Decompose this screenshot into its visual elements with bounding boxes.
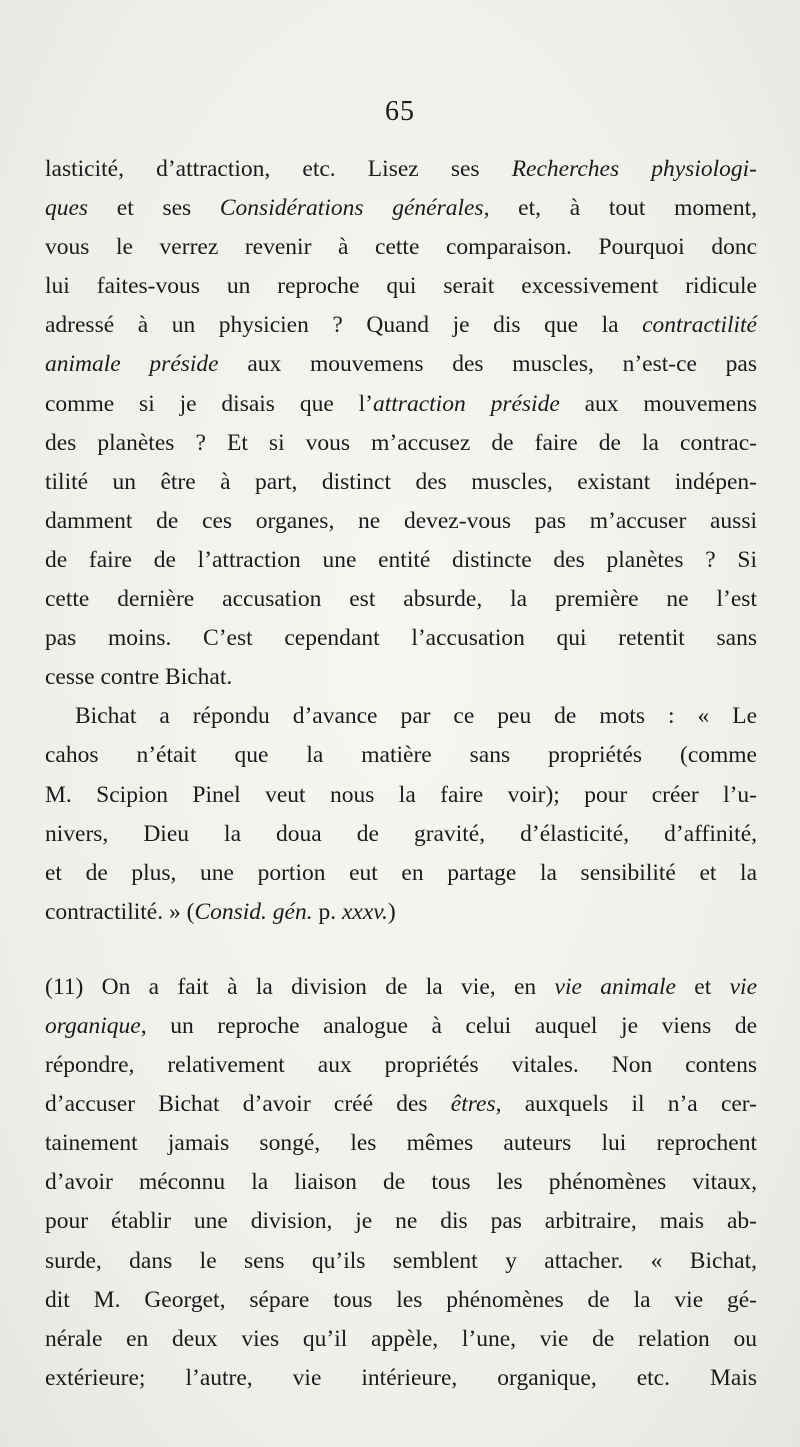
text-run: dit M. Georget, sépare tous les phénomènes de la vie gé-	[45, 1286, 757, 1313]
italic-text: vie animale	[554, 973, 676, 1000]
text-line	[45, 619, 757, 658]
text-run: lasticité, d’attraction, etc. Lisez ses	[45, 156, 512, 182]
text-line	[45, 854, 757, 893]
italic-text: Considérations générales	[219, 195, 484, 222]
text-run: adressé à un physicien ? Quand je dis que la	[45, 312, 643, 339]
text-line	[45, 736, 757, 775]
italic-text: organique	[45, 1012, 141, 1039]
text-run: aux mouvemens des muscles, n’est-ce pas	[218, 351, 757, 378]
italic-text: êtres	[450, 1091, 496, 1118]
text-run: damment de ces organes, ne devez-vous pas m’accuser aussi	[45, 507, 757, 534]
text-run: comme si je disais que l’	[45, 390, 373, 417]
text-line	[45, 189, 757, 228]
text-line	[45, 1242, 757, 1281]
text-line	[45, 1359, 757, 1398]
text-run: d’avoir méconnu la liaison de tous les phénomènes vitaux,	[45, 1169, 757, 1196]
italic-text: Consid. gén.	[194, 898, 313, 925]
text-line	[45, 385, 757, 424]
text-line	[45, 267, 757, 306]
italic-text: xxxv.	[341, 898, 388, 925]
text-run: cette dernière accusation est absurde, la première ne l’est	[45, 586, 757, 613]
text-line	[45, 345, 757, 384]
text-line	[45, 697, 757, 736]
italic-text: contractilité	[642, 312, 757, 339]
text-line	[45, 1085, 757, 1124]
italic-text: attraction préside	[373, 390, 560, 417]
text-run: de faire de l’attraction une entité distincte des planètes ? Si	[45, 546, 757, 573]
text-line	[45, 1281, 757, 1320]
text-line	[45, 502, 757, 541]
text-run: , auxquels il n’a cer-	[495, 1091, 757, 1118]
text-line	[45, 580, 757, 619]
text-run: )	[387, 898, 396, 925]
text-run: pas moins. C’est cependant l’accusation qui retentit sans	[45, 625, 757, 652]
text-run: surde, dans le sens qu’ils semblent y attacher. « Bichat,	[45, 1247, 757, 1274]
italic-text: animale préside	[45, 351, 219, 378]
text-run: vous le verrez revenir à cette comparaison. Pourquoi donc	[45, 234, 757, 261]
text-line	[45, 1320, 757, 1359]
text-line	[45, 306, 757, 345]
text-run: lui faites-vous un reproche qui serait excessivement ridicule	[45, 273, 757, 300]
text-line	[45, 1163, 757, 1202]
text-run: et ses	[88, 195, 220, 222]
text-line	[45, 968, 757, 1007]
text-run: tainement jamais songé, les mêmes auteurs lui reprochent	[45, 1130, 757, 1157]
text-run: tilité un être à part, distinct des muscles, existant indépen-	[45, 468, 757, 495]
text-run: extérieure; l’autre, vie intérieure, organique, etc. Mais	[45, 1364, 757, 1391]
text-line	[45, 1046, 757, 1085]
text-line	[45, 658, 757, 697]
paragraph	[45, 697, 757, 932]
italic-text: ques	[45, 195, 89, 222]
text-run: M. Scipion Pinel veut nous la faire voir); pour créer l’u-	[45, 781, 757, 808]
body-text	[45, 150, 757, 1398]
text-run: des planètes ? Et si vous m’accusez de faire de la contrac-	[45, 429, 757, 456]
text-run: p.	[312, 898, 342, 925]
text-line	[45, 150, 757, 189]
paragraph	[45, 968, 757, 1398]
text-line	[45, 1007, 757, 1046]
text-run: et	[675, 973, 730, 1000]
italic-text: Recherches physiologi-	[511, 156, 757, 182]
text-line	[45, 1202, 757, 1241]
text-run: Bichat a répondu d’avance par ce peu de mots : « Le	[75, 703, 757, 730]
text-line	[45, 776, 757, 815]
text-line	[45, 541, 757, 580]
text-line	[45, 893, 757, 932]
text-run: contractilité. » (	[45, 898, 195, 925]
text-run: et de plus, une portion eut en partage la sensibilité et la	[45, 859, 757, 886]
text-run: , et, à tout moment,	[483, 195, 757, 222]
text-line	[45, 815, 757, 854]
text-run: , un reproche analogue à celui auquel je viens de	[140, 1012, 757, 1039]
text-run: pour établir une division, je ne dis pas arbitraire, mais ab-	[45, 1208, 757, 1235]
text-line	[45, 463, 757, 502]
italic-text: vie	[729, 973, 757, 1000]
paragraph	[45, 150, 757, 697]
text-run: nérale en deux vies qu’il appèle, l’une, vie de relation ou	[45, 1325, 757, 1352]
text-line	[45, 1124, 757, 1163]
text-run: aux mouvemens	[559, 390, 757, 417]
text-line	[45, 228, 757, 267]
text-run: répondre, relativement aux propriétés vitales. Non contens	[45, 1052, 757, 1079]
text-line	[45, 424, 757, 463]
page-number: 65	[385, 96, 415, 127]
text-run: (11) On a fait à la division de la vie, en	[45, 973, 555, 1000]
text-run: cahos n’était que la matière sans propriétés (comme	[45, 742, 757, 769]
text-run: d’accuser Bichat d’avoir créé des	[45, 1091, 451, 1118]
paragraph-spacer	[45, 932, 757, 968]
text-run: cesse contre Bichat.	[45, 664, 233, 691]
text-run: nivers, Dieu la doua de gravité, d’élasticité, d’affinité,	[45, 820, 757, 847]
